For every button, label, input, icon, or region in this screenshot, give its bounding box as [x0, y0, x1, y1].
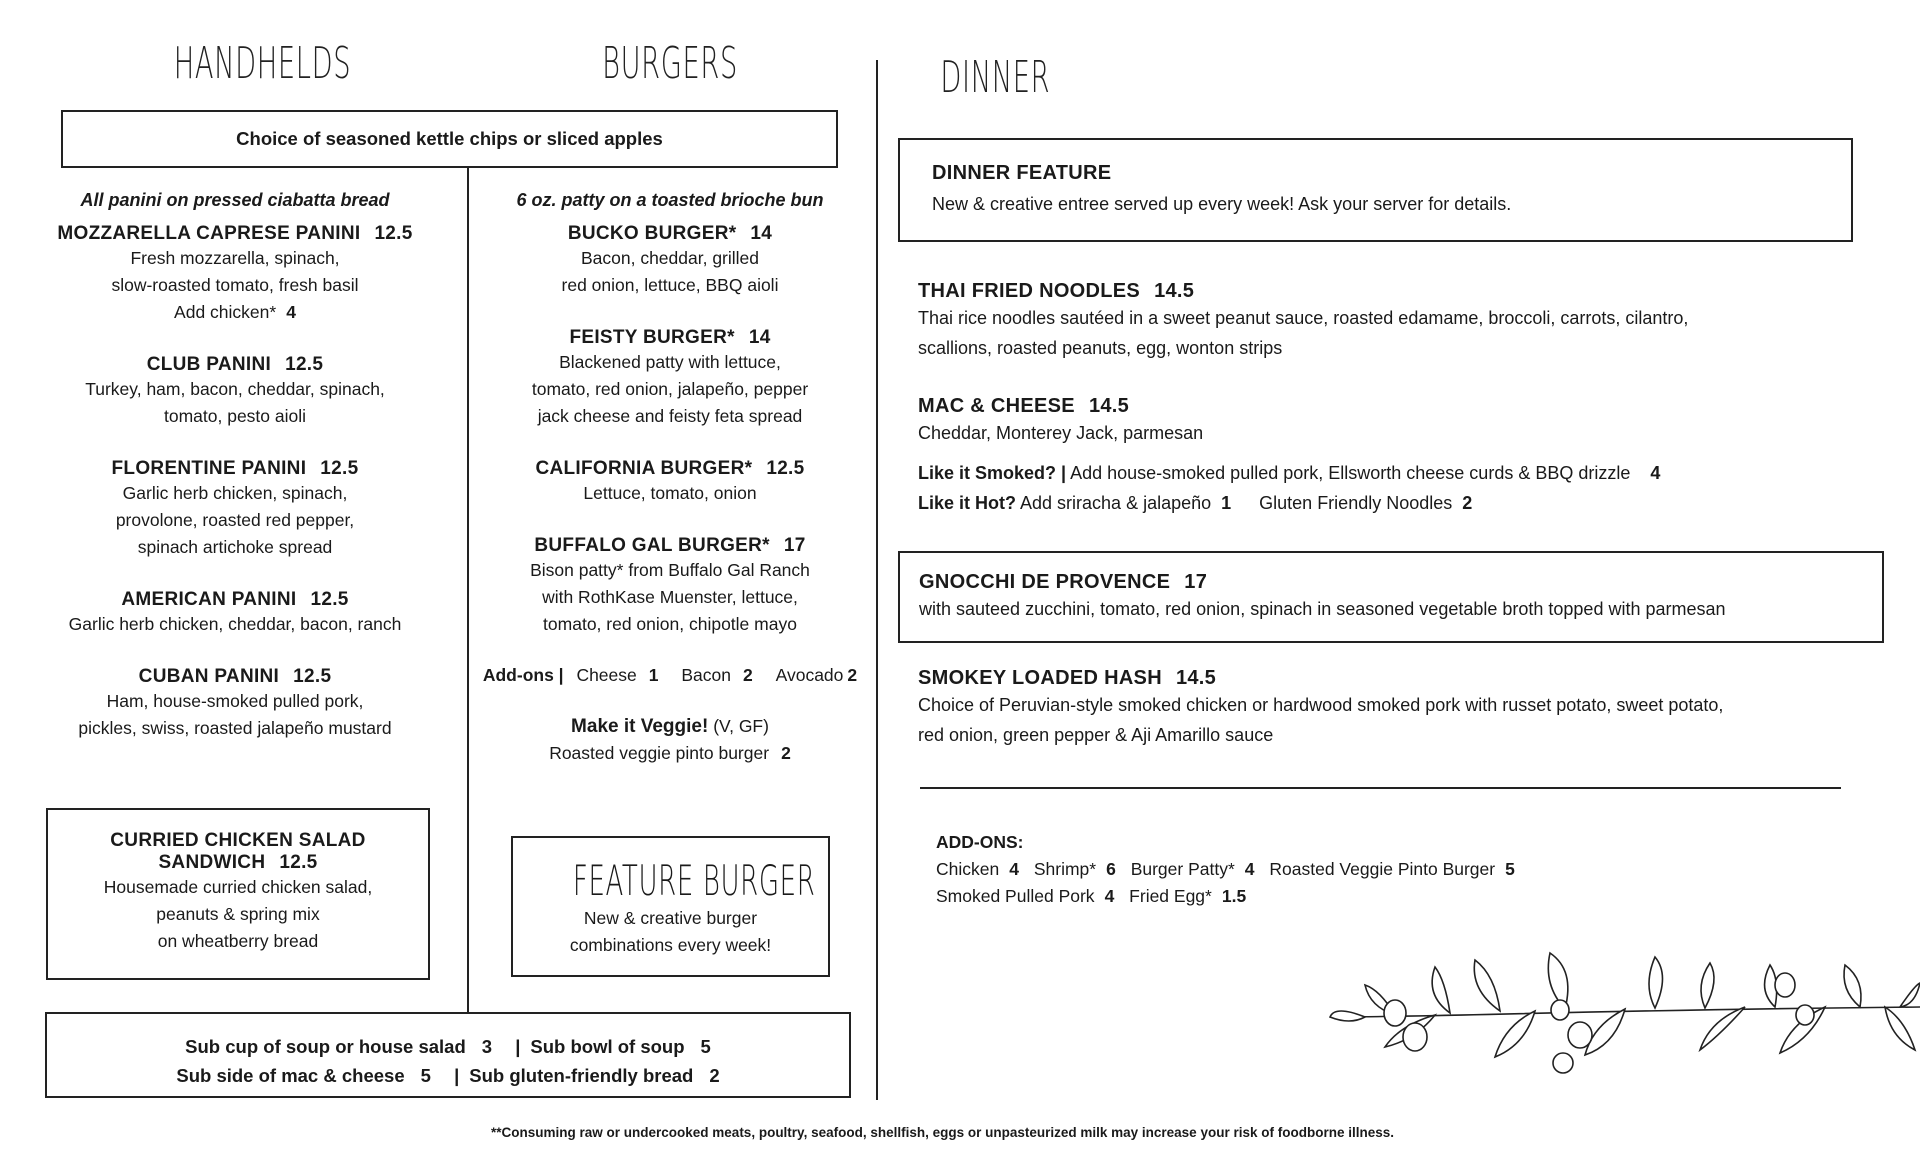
addon-price: 4: [1009, 859, 1019, 879]
sub-label: Sub bowl of soup: [530, 1036, 685, 1057]
item-name: BUFFALO GAL BURGER*: [534, 535, 770, 556]
handhelds-title: HANDHELDS: [173, 38, 352, 89]
menu-item: [30, 589, 440, 638]
item-name: CURRIED CHICKEN SALAD: [110, 830, 366, 851]
item-desc-line: tomato, red onion, jalapeño, pepper: [531, 379, 809, 399]
item-desc-line: Lettuce, tomato, onion: [583, 483, 757, 503]
addons-title: ADD-ONS:: [936, 832, 1024, 852]
addon-name: Shrimp*: [1033, 859, 1097, 879]
dinner-item-mac: [918, 395, 1878, 518]
veggie-option: [472, 713, 868, 767]
addon-price: 4: [286, 302, 296, 322]
item-desc-line: Garlic herb chicken, cheddar, bacon, ranch: [68, 614, 402, 634]
item-desc-line: Thai rice noodles sautéed in a sweet peanut sauce, roasted edamame, broccoli, carrots, cilantro,: [918, 308, 1689, 328]
item-desc-line: with RothKase Muenster, lettuce,: [542, 587, 798, 607]
addon-name: Chicken: [936, 859, 1000, 879]
item-desc-line: jack cheese and feisty feta spread: [537, 406, 803, 426]
dinner-addons: [936, 829, 1636, 910]
mac-smoked-price: 4: [1650, 463, 1661, 483]
item-price: 14.5: [1175, 667, 1217, 689]
item-price: 14: [750, 223, 773, 244]
item-desc-line: red onion, lettuce, BBQ aioli: [561, 275, 779, 295]
mac-hot-price: 1: [1221, 493, 1232, 513]
menu-item: [30, 354, 440, 430]
subs-box: Sub cup of soup or house salad 3 | Sub bowl of soup 5 Sub side of mac & cheese 5 | Sub gluten-friendly bread 2: [45, 1012, 851, 1098]
column-divider: [467, 168, 469, 1012]
item-desc-line: with sauteed zucchini, tomato, red onion, spinach in seasoned vegetable broth topped with parmesan: [919, 599, 1726, 619]
sub-price: 5: [700, 1036, 711, 1057]
menu-item: [30, 666, 440, 742]
item-price: 12.5: [293, 666, 332, 687]
item-desc-line: Bison patty* from Buffalo Gal Ranch: [530, 560, 810, 580]
addon-name: Burger Patty*: [1130, 859, 1235, 879]
dinner-feature-name: DINNER FEATURE: [932, 162, 1112, 184]
addons-label: Add-ons |: [482, 665, 564, 685]
curried-chicken-box: [46, 808, 430, 980]
item-price: 12.5: [374, 223, 413, 244]
addon-name: Avocado: [775, 665, 844, 685]
menu-item: [472, 458, 868, 507]
addon-label: Add chicken*: [174, 302, 277, 322]
item-desc-line: Turkey, ham, bacon, cheddar, spinach,: [85, 379, 385, 399]
item-desc-line: Blackened patty with lettuce,: [559, 352, 781, 372]
sub-price: 5: [420, 1065, 431, 1086]
item-name: SMOKEY LOADED HASH: [918, 667, 1162, 689]
item-desc-line: pickles, swiss, roasted jalapeño mustard: [78, 718, 392, 738]
sides-banner: [61, 110, 838, 168]
sub-price: 2: [709, 1065, 720, 1086]
item-desc-line: red onion, green pepper & Aji Amarillo sauce: [918, 725, 1274, 745]
addon-price: 4: [1104, 886, 1115, 906]
sub-label: Sub side of mac & cheese: [176, 1065, 405, 1086]
item-price: 14: [748, 327, 771, 348]
sub-label: Sub cup of soup or house salad: [185, 1036, 466, 1057]
addon-name: Roasted Veggie Pinto Burger: [1269, 859, 1496, 879]
dinner-title: DINNER: [940, 52, 1051, 103]
foodborne-disclaimer: **Consuming raw or undercooked meats, poultry, seafood, shellfish, eggs or unpasteurized milk may increase your risk of foodborne illness.: [491, 1125, 1394, 1140]
veggie-title: Make it Veggie!: [571, 716, 709, 737]
dinner-divider: [876, 60, 878, 1100]
item-name: CALIFORNIA BURGER*: [535, 458, 753, 479]
item-name: CUBAN PANINI: [138, 666, 280, 687]
addon-price: 4: [1244, 859, 1255, 879]
item-name: FLORENTINE PANINI: [111, 458, 307, 479]
addon-price: 5: [1505, 859, 1515, 879]
mac-hot-desc: Add sriracha & jalapeño: [1020, 493, 1212, 513]
item-desc-line: Garlic herb chicken, spinach,: [122, 483, 348, 503]
burgers-column: [472, 190, 868, 767]
item-name: MOZZARELLA CAPRESE PANINI: [57, 223, 361, 244]
feature-burger-title: FEATURE BURGER: [572, 856, 816, 905]
dinner-feature-box: [898, 138, 1853, 242]
mac-hot-label: Like it Hot?: [918, 493, 1016, 513]
addon-price: 1: [648, 665, 659, 685]
item-name: AMERICAN PANINI: [121, 589, 297, 610]
item-price: 14.5: [1154, 280, 1195, 302]
item-price: 12.5: [320, 458, 359, 479]
addon-price: 6: [1106, 859, 1116, 879]
addon-price: 2: [743, 665, 753, 685]
addon-name: Smoked Pulled Pork: [936, 886, 1095, 906]
menu-item: [30, 223, 440, 326]
burgers-intro: 6 oz. patty on a toasted brioche bun: [516, 190, 824, 210]
item-name: BUCKO BURGER*: [567, 223, 737, 244]
item-name: FEISTY BURGER*: [569, 327, 735, 348]
item-desc-line: Fresh mozzarella, spinach,: [130, 248, 340, 268]
olive-branch-illustration: [1325, 945, 1920, 1075]
addon-price: 2: [847, 665, 858, 685]
menu-item: [472, 535, 868, 638]
item-desc-line: Choice of Peruvian-style smoked chicken or hardwood smoked pork with russet potato, sweet potato,: [918, 695, 1724, 715]
menu-item: [472, 327, 868, 430]
gnocchi-box: [898, 551, 1884, 643]
item-desc-line: scallions, roasted peanuts, egg, wonton strips: [918, 338, 1283, 358]
addon-name: Cheese: [576, 665, 637, 685]
item-price: 17: [783, 535, 806, 556]
menu-item: [30, 458, 440, 561]
sub-label: Sub gluten-friendly bread: [469, 1065, 694, 1086]
feature-burger-line: New & creative burger: [583, 908, 758, 928]
item-price: 12.5: [310, 589, 349, 610]
item-desc-line: slow-roasted tomato, fresh basil: [111, 275, 359, 295]
sides-banner-text: Choice of seasoned kettle chips or sliced apples: [236, 128, 663, 149]
item-desc-line: Bacon, cheddar, grilled: [580, 248, 760, 268]
item-name: CLUB PANINI: [146, 354, 272, 375]
addon-name: Fried Egg*: [1129, 886, 1212, 906]
item-desc-line: tomato, red onion, chipotle mayo: [543, 614, 797, 634]
item-desc-line: tomato, pesto aioli: [163, 406, 307, 426]
item-desc-line: peanuts & spring mix: [156, 904, 320, 924]
dinner-item-thai: [918, 280, 1878, 363]
veggie-line: Roasted veggie pinto burger: [549, 743, 770, 763]
addon-price: 1.5: [1221, 886, 1247, 906]
burgers-title: BURGERS: [602, 38, 738, 89]
menu-item: [472, 223, 868, 299]
feature-burger-box: [511, 836, 830, 977]
item-price: 14.5: [1088, 395, 1130, 417]
item-desc-line: spinach artichoke spread: [137, 537, 333, 557]
item-name: MAC & CHEESE: [918, 395, 1075, 417]
dinner-item-hash: [918, 667, 1878, 750]
feature-burger-line: combinations every week!: [569, 935, 772, 955]
mac-smoked-desc: Add house-smoked pulled pork, Ellsworth cheese curds & BBQ drizzle: [1070, 463, 1631, 483]
item-name: SANDWICH: [158, 852, 266, 873]
dinner-rule: [920, 787, 1841, 789]
mac-smoked-label: Like it Smoked? |: [918, 463, 1067, 483]
item-desc-line: Cheddar, Monterey Jack, parmesan: [918, 423, 1204, 443]
veggie-price: 2: [781, 743, 791, 763]
item-desc-line: Ham, house-smoked pulled pork,: [106, 691, 364, 711]
mac-gf-price: 2: [1462, 493, 1473, 513]
veggie-note: (V, GF): [713, 716, 769, 736]
item-name: GNOCCHI DE PROVENCE: [919, 571, 1171, 593]
mac-gf-label: Gluten Friendly Noodles: [1259, 493, 1453, 513]
item-name: THAI FRIED NOODLES: [918, 280, 1141, 302]
item-desc-line: provolone, roasted red pepper,: [115, 510, 355, 530]
burger-addons: [472, 662, 868, 689]
addon-name: Bacon: [681, 665, 731, 685]
item-desc-line: Housemade curried chicken salad,: [103, 877, 373, 897]
item-price: 17: [1184, 571, 1208, 593]
handhelds-column: [30, 190, 440, 742]
item-price: 12.5: [285, 354, 324, 375]
item-desc-line: on wheatberry bread: [157, 931, 319, 951]
dinner-feature-desc: New & creative entree served up every week! Ask your server for details.: [932, 194, 1512, 214]
item-price: 12.5: [766, 458, 805, 479]
sub-price: 3: [481, 1036, 493, 1057]
handhelds-intro: All panini on pressed ciabatta bread: [80, 190, 390, 210]
item-price: 12.5: [279, 852, 318, 873]
